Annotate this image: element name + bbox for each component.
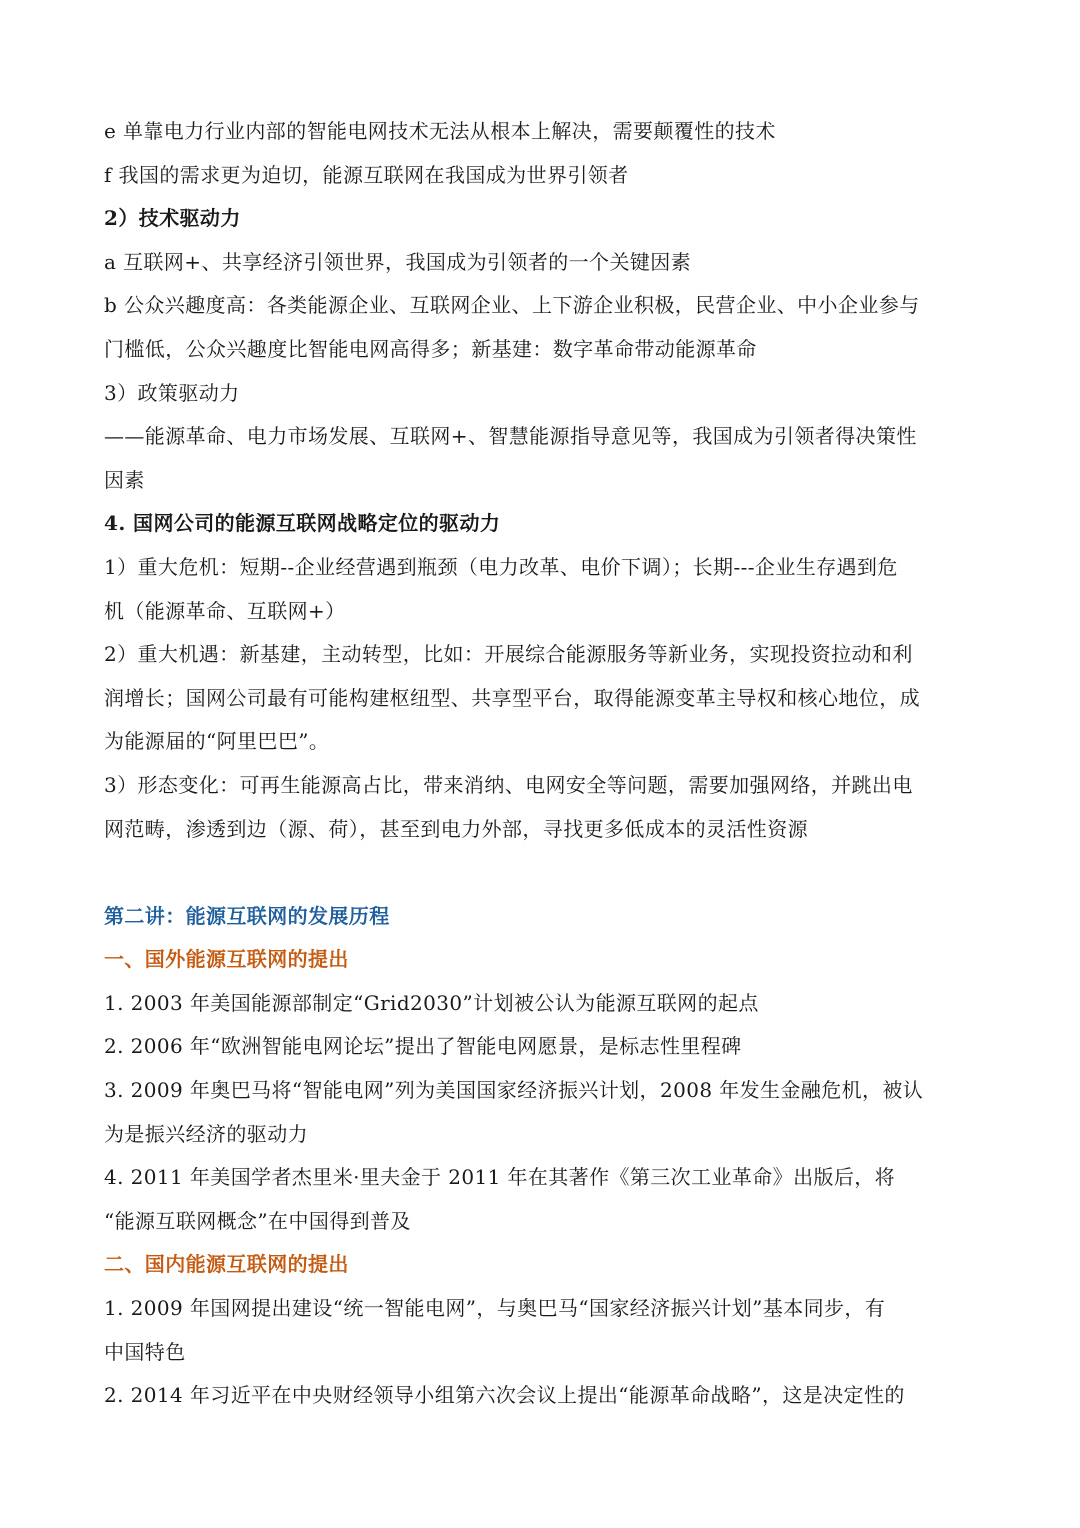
text-line: 3）政策驱动力 — [104, 380, 240, 405]
text-line: 机（能源革命、互联网+） — [104, 598, 346, 623]
text-line: 1. 2009 年国网提出建设“统一智能电网”，与奥巴马“国家经济振兴计划”基本同步，有 — [104, 1296, 886, 1321]
subsection-heading: 一、国外能源互联网的提出 — [104, 947, 349, 972]
text-line: 3. 2009 年奥巴马将“智能电网”列为美国国家经济振兴计划，2008 年发生金融危机，被认 — [104, 1078, 924, 1103]
text-line: 润增长；国网公司最有可能构建枢纽型、共享型平台，取得能源变革主导权和核心地位，成 — [104, 685, 920, 710]
text-line: “能源互联网概念”在中国得到普及 — [104, 1208, 411, 1233]
text-line: e 单靠电力行业内部的智能电网技术无法从根本上解决，需要颠覆性的技术 — [104, 119, 776, 143]
text-line: 门槛低，公众兴趣度比智能电网高得多；新基建：数字革命带动能源革命 — [104, 336, 757, 361]
text-line: 中国特色 — [104, 1339, 186, 1364]
text-line: b 公众兴趣度高：各类能源企业、互联网企业、上下游企业积极，民营企业、中小企业参与 — [104, 293, 920, 318]
text-line: 4. 2011 年美国学者杰里米·里夫金于 2011 年在其著作《第三次工业革命》出版后，将 — [104, 1165, 896, 1190]
subsection-heading: 二、国内能源互联网的提出 — [104, 1252, 349, 1277]
text-line: 1. 2003 年美国能源部制定“Grid2030”计划被公认为能源互联网的起点 — [104, 990, 759, 1015]
text-line: 因素 — [104, 467, 145, 492]
text-line: 2. 2006 年“欧洲智能电网论坛”提出了智能电网愿景，是标志性里程碑 — [104, 1034, 742, 1059]
document-body — [104, 110, 980, 1418]
text-line: ——能源革命、电力市场发展、互联网+、智慧能源指导意见等，我国成为引领者得决策性 — [104, 424, 917, 449]
text-line: 3）形态变化：可再生能源高占比，带来消纳、电网安全等问题，需要加强网络，并跳出电 — [104, 772, 913, 797]
text-line: 为能源届的“阿里巴巴”。 — [104, 729, 330, 754]
text-line: 为是振兴经济的驱动力 — [104, 1121, 308, 1146]
text-line: 网范畴，渗透到边（源、荷），甚至到电力外部，寻找更多低成本的灵活性资源 — [104, 816, 808, 841]
text-line: f 我国的需求更为迫切，能源互联网在我国成为世界引领者 — [104, 162, 629, 187]
text-line: 2）重大机遇：新基建，主动转型，比如：开展综合能源服务等新业务，实现投资拉动和利 — [104, 642, 913, 667]
blank-line — [104, 851, 980, 895]
text-line: 2. 2014 年习近平在中央财经领导小组第六次会议上提出“能源革命战略”，这是决定性的 — [104, 1383, 905, 1408]
text-line: a 互联网+、共享经济引领世界，我国成为引领者的一个关键因素 — [104, 249, 692, 274]
section-heading: 2）技术驱动力 — [104, 206, 241, 231]
lecture-title: 第二讲：能源互联网的发展历程 — [104, 903, 390, 928]
section-heading: 4. 国网公司的能源互联网战略定位的驱动力 — [104, 511, 501, 536]
text-line: 1）重大危机：短期--企业经营遇到瓶颈（电力改革、电价下调）；长期---企业生存遇到危 — [104, 554, 898, 579]
